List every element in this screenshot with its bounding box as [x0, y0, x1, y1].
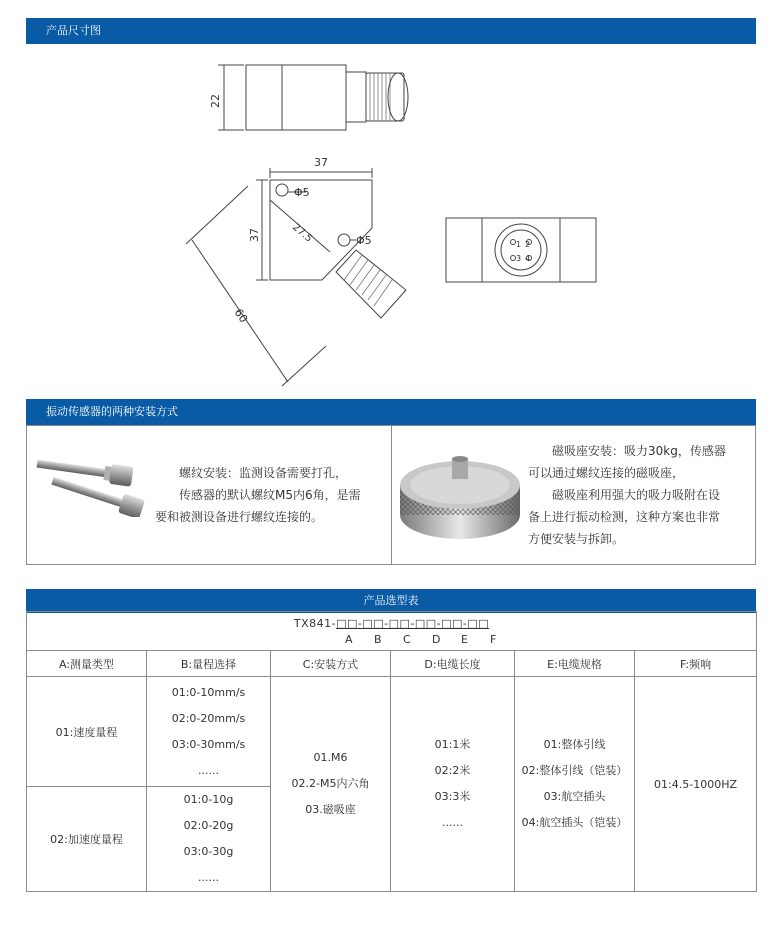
pin-4-label: 4 — [525, 254, 531, 263]
b-item: 03:0-30g — [183, 845, 234, 858]
header-c: C:安装方式 — [271, 651, 391, 677]
magnet-text-line: 备上进行振动检测，这种方案也非常 — [528, 510, 721, 524]
header-row — [27, 651, 757, 677]
header-e: E:电缆规格 — [515, 651, 635, 677]
b-item: ...... — [198, 763, 219, 777]
magnet-install-text — [528, 440, 750, 550]
d-item: 02:2米 — [434, 764, 471, 777]
d-cell — [391, 677, 515, 892]
d-item: 03:3米 — [434, 790, 471, 803]
b-item: 03:0-30mm/s — [171, 737, 246, 751]
b-item: 02:0-20g — [183, 819, 234, 832]
pin-3-label: 3 — [516, 254, 522, 263]
b-accel-cell — [147, 787, 271, 892]
header-b: B:量程选择 — [147, 651, 271, 677]
f-item: 01:4.5-1000HZ — [654, 777, 738, 791]
dim-37-side-label: 37 — [248, 228, 261, 242]
dimension-drawing — [26, 50, 756, 390]
dim-60-label: 60 — [231, 306, 251, 326]
magnet-text-line: 可以通过螺纹连接的磁吸座， — [528, 466, 685, 480]
top-view-thread — [366, 73, 404, 121]
d-item: ...... — [442, 816, 463, 829]
section-header-selection — [26, 589, 756, 613]
letter-d: D — [432, 633, 441, 646]
magnet-text-line: 磁吸座安装：吸力30kg，传感器 — [552, 444, 726, 458]
selection-table — [26, 611, 757, 892]
letter-e: E — [461, 633, 468, 646]
model-code-cell — [27, 612, 757, 651]
pin-2-label: 2 — [525, 240, 531, 249]
e-cell — [515, 677, 635, 892]
model-letters — [345, 633, 519, 646]
b-item: 02:0-20mm/s — [171, 711, 246, 725]
a-velocity: 01:速度量程 — [27, 677, 147, 787]
d-item: 01:1米 — [434, 738, 471, 751]
pin-1-label: 1 — [516, 240, 522, 249]
top-view-neck — [346, 72, 366, 122]
e-item: 02:整体引线（铠装） — [521, 764, 628, 777]
section-header-dimensions — [26, 18, 756, 44]
model-slots: □□-□□-□□-□□-□□-□□ — [336, 617, 490, 630]
angled-view-connector — [336, 250, 406, 318]
magnet-text-line: 方便安装与拆卸。 — [528, 532, 625, 546]
thread-install-text — [155, 462, 385, 528]
section-title: 振动传感器的两种安装方式 — [46, 405, 178, 418]
screws-image — [30, 455, 152, 517]
b-item: ...... — [198, 871, 219, 884]
magnetic-base-image — [398, 447, 523, 547]
f-cell — [635, 677, 757, 892]
letter-b: B — [374, 633, 382, 646]
letter-f: F — [490, 633, 497, 646]
thread-text-line: 传感器的默认螺纹M5内6角，是需 — [179, 488, 361, 502]
thread-text-line: 螺纹安装：监测设备需要打孔， — [179, 466, 348, 480]
letter-c: C — [403, 633, 411, 646]
dim-27-5-label: 27.5 — [290, 221, 315, 245]
magnet-text-line: 磁吸座利用强大的吸力吸附在设 — [552, 488, 721, 502]
b-velocity-cell — [147, 677, 271, 787]
model-prefix: TX841- — [293, 617, 337, 630]
dim-22-label: 22 — [209, 94, 222, 108]
c-item: 03.磁吸座 — [305, 803, 356, 816]
section-title: 产品选型表 — [363, 594, 419, 607]
a-accel: 02:加速度量程 — [27, 787, 147, 892]
header-d: D:电缆长度 — [391, 651, 515, 677]
e-item: 01:整体引线 — [543, 738, 606, 751]
header-a: A:测量类型 — [27, 651, 147, 677]
e-item: 03:航空插头 — [543, 790, 606, 803]
model-code — [27, 617, 756, 630]
model-row — [27, 612, 757, 651]
dim-phi5-b-label: Φ5 — [356, 234, 372, 247]
top-view-body — [246, 65, 346, 130]
front-view-body — [446, 218, 596, 282]
thread-text-line: 要和被测设备进行螺纹连接的。 — [155, 510, 324, 524]
dim-37-top-label: 37 — [314, 156, 328, 169]
letter-a: A — [345, 633, 353, 646]
c-item: 02.2-M5内六角 — [291, 777, 370, 790]
b-item: 01:0-10g — [183, 793, 234, 806]
dim-phi5-a-label: Φ5 — [294, 186, 310, 199]
section-title: 产品尺寸图 — [46, 24, 101, 37]
velocity-row — [27, 677, 757, 787]
e-item: 04:航空插头（铠装） — [521, 816, 628, 829]
c-cell — [271, 677, 391, 892]
header-f: F:频响 — [635, 651, 757, 677]
b-item: 01:0-10mm/s — [171, 685, 246, 699]
section-header-installation — [26, 399, 756, 425]
c-item: 01.M6 — [313, 751, 348, 764]
